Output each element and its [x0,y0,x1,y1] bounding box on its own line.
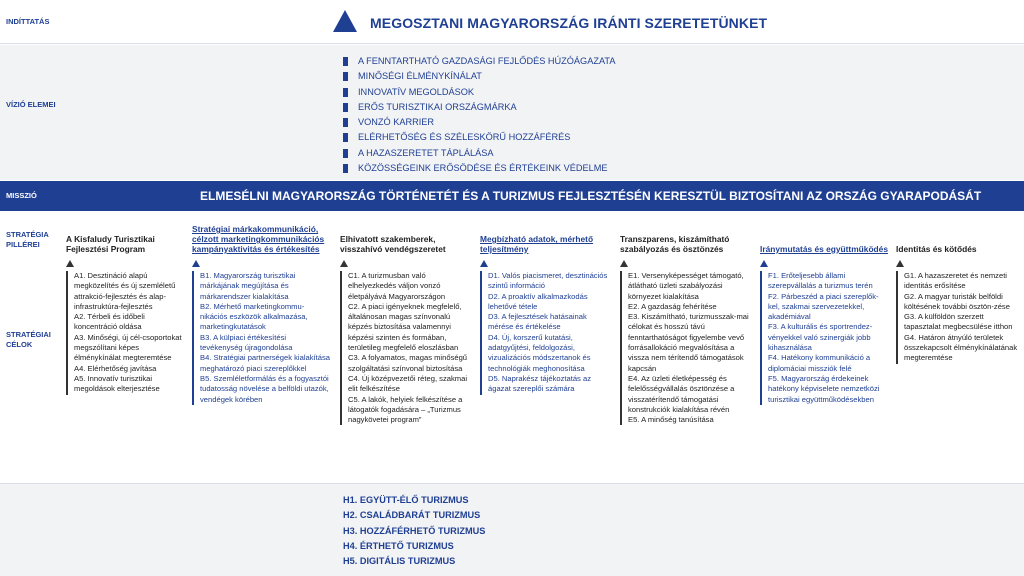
goal-item: D4. Új, korszerű kutatási, adatgyűjtési, feldolgozási, vizualizációs módszertanok és technológiák meghonosítása [488,332,591,373]
vision-item: MINŐSÉGI ÉLMÉNYKÍNÁLAT [343,69,615,84]
goals-label: STRATÉGIAI CÉLOK [6,330,51,349]
pillars-label: STRATÉGIA PILLÉREI [6,230,49,249]
pillar-heading: Identitás és kötődés [896,244,977,254]
vision-label: VÍZIÓ ELEMEI [6,100,56,109]
pillar-heading: Stratégiai márkakommunikáció, célzott marketingkommunikációs kampányaktivitás és értékesítés [192,224,325,254]
goal-item: G2. A magyar turisták belföldi költésének további ösztön-zése [904,291,1010,311]
vision-item: ERŐS TURISZTIKAI ORSZÁGMÁRKA [343,100,615,115]
goal-item: F4. Hatékony kommunikáció a diplomáciai missziók felé [768,353,871,373]
pillar-heading: Elhivatott szakemberek, visszahívó vendégszeretet [340,234,446,254]
pillar-column-d [480,216,610,395]
goal-item: C2. A piaci igényeknek megfelelő, általánosan magas színvonalú képzés biztosítása valamennyi képzési szinten és formában, területileg megfelelő eloszlásban [348,301,462,353]
motivation-label: INDÍTTATÁS [6,17,50,26]
goal-item: B2. Mérhető marketingkommu-nikációs eszközök alkalmazása, marketingkutatások [200,301,308,332]
goal-list [340,271,472,425]
goal-item: E4. Az üzleti életképesség és felelősségvállalás ösztönzése a visszatérítendő támogatási konstrukciók kialakítása révén [628,373,735,414]
pillar-heading: Megbízható adatok, mérhető teljesítmény [480,234,594,254]
goal-item: A1. Desztináció alapú megközelítés és új szemléletű attrakció-fejlesztés és alap-infrastruktúra-fejlesztés [74,271,176,311]
goal-list [620,271,752,425]
goal-item: C1. A turizmusban való elhelyezkedés váljon vonzó életpályává Magyarországon [348,271,446,301]
goal-item: D3. A fejlesztések hatásainak mérése és értékelése [488,312,587,332]
goal-list [896,271,1018,364]
pillar-column-g [896,216,1018,364]
goal-item: F2. Párbeszéd a piaci szereplők-kel, szakmai szervezetekkel, akadémiával [768,291,879,322]
mission-text: ELMESÉLNI MAGYARORSZÁG TÖRTÉNETÉT ÉS A TURIZMUS FEJLESZTÉSÉN KERESZTÜL BIZTOSÍTANI AZ ORSZÁG GYARAPODÁSÁT [200,189,982,203]
goal-item: G4. Határon átnyúló területek összekapcsolt élménykínálatának megteremtése [904,332,1018,363]
vision-row [0,45,1024,180]
goal-item: D2. A proaktív alkalmazkodás lehetővé tétele [488,291,588,311]
pillar-column-b [192,216,330,405]
triangle-icon [480,260,488,267]
mission-label: MISSZIÓ [6,191,37,200]
motivation-row [0,0,1024,44]
pillar-heading: Transzparens, kiszámítható szabályozás és ösztönzés [620,234,730,254]
goal-list [66,271,184,395]
vision-item: A FENNTARTHATÓ GAZDASÁGI FEJLŐDÉS HÚZÓÁGAZATA [343,54,615,69]
vision-item: ELÉRHETŐSÉG ÉS SZÉLESKÖRŰ HOZZÁFÉRÉS [343,130,615,145]
horizontal-principles-row [0,483,1024,576]
pillar-column-f [760,216,890,405]
pillar-heading: Iránymutatás és együttműködés [760,244,888,254]
goal-item: A3. Minőségi, új cél-csoportokat megszólítani képes élménykínálat megteremtése [74,332,182,363]
goal-item: C5. A lakók, helyiek felkészítése a látogatók fogadására – „Turizmus nagykövetei program” [348,394,463,425]
vision-list [343,54,615,176]
goal-item: G3. A külföldön szerzett tapasztalat megbecsülése itthon [904,312,1013,332]
goal-list [480,271,610,395]
goal-item: E5. A minőség tanúsítása [628,415,714,425]
goal-item: G1. A hazaszeretet és nemzeti identitás erősítése [904,271,1007,291]
goal-item: A2. Térbeli és időbeli koncentráció oldása [74,312,145,332]
triangle-icon [66,260,74,267]
goal-item: E3. Kiszámítható, turizmusszak-mai célokat és hosszú távú fenntarthatóságot figyelembe vevő forrásallokáció megvalósítása a vissza nem térítendő támogatások kapcsán [628,312,749,373]
triangle-icon [333,10,357,32]
goal-item: B1. Magyarország turisztikai márkájának megújítása és márkarendszer kialakítása [200,271,296,301]
goal-item: F1. Erőteljesebb állami szerepvállalás a turizmus terén [768,271,873,291]
principle-item: H1. EGYÜTT-ÉLŐ TURIZMUS [343,495,469,505]
goal-item: C4. Új középvezetői réteg, szakmai elit felkészítése [348,373,468,394]
triangle-icon [192,260,200,267]
goal-item: A4. Elérhetőség javítása [74,363,157,373]
vision-item: VONZÓ KARRIER [343,115,615,130]
goal-item: E2. A gazdaság fehérítése [628,301,717,311]
goal-item: B4. Stratégiai partnerségek kialakítása meghatározó piaci szereplőkkel [200,353,331,373]
vision-item: KÖZÖSSÉGEINK ERŐSÖDÉSE ÉS ÉRTÉKEINK VÉDELME [343,161,615,176]
pillar-heading: A Kisfaludy Turisztikai Fejlesztési Program [66,234,155,254]
goal-item: E1. Versenyképességet támogató, átlátható üzleti szabályozási környezet kialakítása [628,271,744,301]
triangle-icon [620,260,628,267]
vision-item: A HAZASZERETET TÁPLÁLÁSA [343,146,615,161]
goal-list [192,271,330,405]
goal-item: B3. A külpiaci értékesítési tevékenység újragondolása [200,332,293,353]
goal-item: D5. Naprakész tájékoztatás az ágazat szereplői számára [488,373,591,394]
horizontal-principles-list [343,493,485,569]
principle-item: H2. CSALÁDBARÁT TURIZMUS [343,510,481,521]
goal-item: F3. A kulturális és sportrendez-vényekkel való szinergiák jobb kihasználása [768,322,873,353]
goal-item: D1. Valós piacismeret, desztinációs szintű információ [488,271,608,291]
goal-list [760,271,890,405]
goal-item: C3. A folyamatos, magas minőségű szolgáltatási színvonal biztosítása [348,353,468,373]
principle-item: H4. ÉRTHETŐ TURIZMUS [343,540,454,551]
motivation-headline: MEGOSZTANI MAGYARORSZÁG IRÁNTI SZERETETÜNKET [370,15,768,31]
strategy-row [0,212,1024,482]
triangle-icon [896,260,904,267]
pillar-column-a [66,216,184,395]
goal-item: B5. Szemléletformálás és a fogyasztói tudatosság növelése a belföldi utazók, vendégek körében [200,373,329,404]
goal-item: A5. Innovatív turisztikai megoldások elterjesztése [74,373,160,394]
principle-item: H3. HOZZÁFÉRHETŐ TURIZMUS [343,525,486,536]
triangle-icon [340,260,348,267]
triangle-icon [760,260,768,267]
vision-item: INNOVATÍV MEGOLDÁSOK [343,85,615,100]
goal-item: F5. Magyarország érdekeinek hatékony képviselete nemzetközi turisztikai együttműködésekben [768,373,880,404]
pillar-column-e [620,216,752,425]
pillar-column-c [340,216,472,425]
mission-row [0,181,1024,211]
principle-item: H5. DIGITÁLIS TURIZMUS [343,556,456,567]
